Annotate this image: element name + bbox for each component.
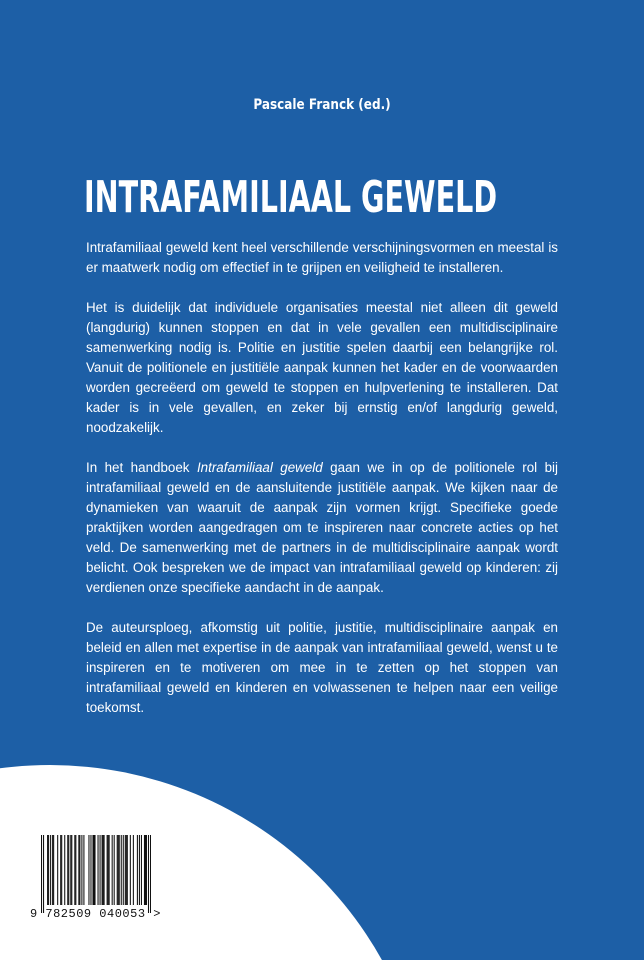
barcode-bar (81, 835, 82, 905)
barcode-bar (123, 835, 124, 905)
blurb-paragraph-3 (86, 458, 558, 598)
barcode-bar (94, 835, 95, 905)
barcode-bar (41, 835, 42, 913)
barcode-bar (139, 835, 140, 905)
blurb-text (86, 238, 558, 738)
barcode-bar (102, 835, 103, 905)
barcode-bar (79, 835, 80, 905)
isbn-number: 9 782509 040053 > (30, 907, 161, 921)
barcode-bar (43, 835, 44, 913)
barcode-bar (70, 835, 71, 905)
barcode-bar (150, 835, 151, 913)
barcode-bar (133, 835, 134, 905)
barcode-bar (98, 835, 99, 905)
paragraph-3-rest: gaan we in op de politionele rol bij intrafamiliaal geweld en de aansluitende justitiële aanpak. We kijken naar de dynamieken van waaruit de aanpak zijn vormen krijgt. Specifieke goede praktijken worden aangedragen om te inspireren naar concrete acties op het veld. De samenwerking met de partners in de multidisciplinaire aanpak wordt belicht. Ook bespreken we de impact van intrafamiliaal geweld op kinderen: zij verdienen onze specifieke aandacht in de aanpak. (86, 460, 558, 595)
barcode-bar (74, 835, 75, 905)
barcode-bar (109, 835, 110, 905)
barcode-bar (47, 835, 48, 905)
barcode-bar (90, 835, 91, 905)
barcode-bar (78, 835, 79, 905)
barcode-bar (88, 835, 89, 905)
barcode-bar (118, 835, 119, 905)
blurb-paragraph-4: De auteursploeg, afkomstig uit politie, justitie, multidisciplinaire aanpak en beleid en allen met expertise in de aanpak van intrafamiliaal geweld, wenst u te inspireren en te motiveren om mee in te zetten op het stoppen van intrafamiliaal geweld en kinderen en volwassenen te helpen naar een veilige toekomst. (86, 620, 558, 715)
book-title-italic: Intrafamiliaal geweld (196, 460, 323, 475)
blurb-paragraph-1: Intrafamiliaal geweld kent heel verschillende verschijningsvormen en meestal is er maatwerk nodig om effectief in te grijpen en veiligheid te installeren. (86, 240, 558, 275)
barcode-bar (121, 835, 122, 905)
barcode-bar (144, 835, 145, 905)
barcode-bar (148, 835, 149, 913)
barcode-bar (117, 835, 118, 905)
barcode-bar (93, 835, 94, 905)
barcode-bar (71, 835, 72, 905)
barcode-bar (83, 835, 84, 905)
barcode-bar (108, 835, 109, 905)
barcode-bar (75, 835, 76, 905)
barcode-bar (130, 835, 131, 905)
blurb-paragraph-2: Het is duidelijk dat individuele organisaties meestal niet alleen dit geweld (langdurig) kunnen stoppen en dat in vele gevallen een multidisciplinaire samenwerking nodig is. Politie en justitie spelen daarbij een belangrijke rol. Vanuit de politionele en justitiële aanpak kunnen het kader en de voorwaarden worden gecreëerd om geweld te stoppen en hulpverlening te installeren. Dat kader is in vele gevallen, en zeker bij ernstig en/of langdurig geweld, noodzakelijk. (86, 300, 558, 435)
barcode-bar (112, 835, 113, 905)
barcode-bar (68, 835, 69, 905)
barcode-bar (57, 835, 58, 905)
barcode-bar (60, 835, 61, 905)
barcode-bar (52, 835, 53, 905)
barcode-bar (104, 835, 105, 905)
author-name: Pascale Franck (ed.) (253, 97, 391, 113)
barcode-bar (119, 835, 120, 905)
barcode-bar (126, 835, 127, 905)
barcode-bar (53, 835, 54, 905)
barcode-bar (100, 835, 101, 905)
barcode-bar (125, 835, 126, 905)
paragraph-3-intro: In het handboek (86, 460, 197, 475)
barcode-bar (67, 835, 68, 905)
barcode-bar (146, 835, 147, 905)
barcode-bar (64, 835, 65, 905)
barcode-bar (137, 835, 138, 905)
barcode-bar (145, 835, 146, 905)
barcode-bar (114, 835, 115, 905)
barcode-bar (48, 835, 49, 905)
barcode-bar (92, 835, 93, 905)
barcode-bar (107, 835, 108, 905)
barcode-bar (50, 835, 51, 905)
barcode-bar (127, 835, 128, 905)
isbn-barcode-icon (41, 835, 151, 915)
book-title: INTRAFAMILIAAL GEWELD (84, 172, 498, 223)
barcode-bar (141, 835, 142, 905)
barcode-bar (103, 835, 104, 905)
barcode-bar (61, 835, 62, 905)
